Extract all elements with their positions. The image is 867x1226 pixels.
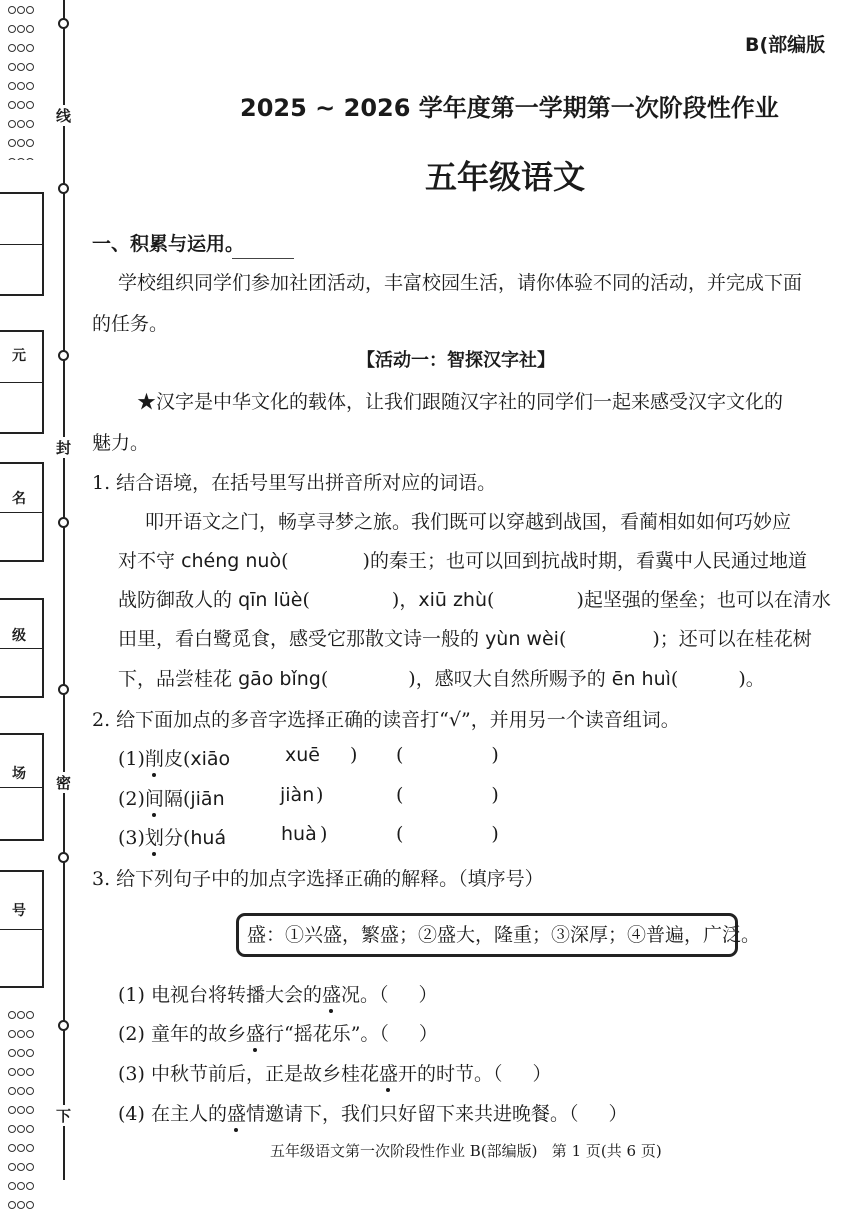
passage-text: 的秦王；也可以回到抗战时期，看冀中人民通过地道 bbox=[369, 550, 807, 572]
binding-circle bbox=[58, 350, 69, 361]
pinyin: qīn lüè bbox=[238, 589, 303, 611]
passage-text: 。 bbox=[745, 668, 765, 690]
dotted-char: 间 bbox=[145, 784, 164, 811]
info-field-label: 级 bbox=[12, 628, 26, 644]
pinyin: ēn huì bbox=[611, 668, 671, 690]
polyphone-item: (1)削皮(xiāo bbox=[118, 744, 230, 771]
binding-circle bbox=[58, 517, 69, 528]
answer-blank[interactable]: ( ) bbox=[396, 784, 499, 806]
polyphone-item: (3)划分(huá bbox=[118, 823, 226, 850]
passage-text: 对不守 bbox=[118, 550, 176, 572]
pinyin: yùn wèi bbox=[485, 628, 559, 650]
passage-text: 起坚强的堡垒；也可以在清水 bbox=[583, 589, 831, 611]
binding-circle bbox=[58, 1020, 69, 1031]
pinyin-option[interactable]: jiān bbox=[190, 788, 225, 810]
question-3-stem: 3. 给下列句子中的加点字选择正确的解释。（填序号） bbox=[92, 868, 544, 890]
activity-intro-line: ★汉字是中华文化的载体，让我们跟随汉字社的同学们一起来感受汉字文化的 bbox=[137, 391, 784, 413]
binding-rings-top bbox=[8, 0, 36, 160]
binding-mark-xian: 线 bbox=[56, 107, 72, 125]
passage-text: 田里，看白鹭觅食，感受它那散文诗一般的 bbox=[118, 628, 480, 650]
paper-title: 2025 ~ 2026 学年度第一学期第一次阶段性作业 bbox=[240, 94, 779, 122]
dotted-char: 盛 bbox=[379, 1059, 398, 1086]
question-1-stem: 1. 结合语境，在括号里写出拼音所对应的词语。 bbox=[92, 472, 497, 494]
dotted-char: 削 bbox=[145, 744, 164, 771]
info-field-box[interactable] bbox=[0, 870, 44, 988]
binding-mark-feng: 封 bbox=[56, 439, 72, 457]
pinyin: chéng nuò bbox=[181, 550, 282, 572]
dotted-char: 盛 bbox=[322, 980, 341, 1007]
info-field-label: 号 bbox=[12, 903, 26, 919]
pinyin: xiū zhù bbox=[418, 589, 488, 611]
dotted-char: 盛 bbox=[227, 1099, 246, 1126]
binding-circle bbox=[58, 18, 69, 29]
dotted-char: 盛 bbox=[246, 1019, 265, 1046]
meaning-item: (4) 在主人的盛情邀请下，我们只好留下来共进晚餐。（ ） bbox=[118, 1099, 628, 1126]
answer-blank[interactable]: ( ) bbox=[396, 823, 499, 845]
dotted-char: 划 bbox=[145, 823, 164, 850]
answer-blank[interactable]: ( ) bbox=[396, 744, 499, 766]
pinyin-option[interactable]: xuē bbox=[285, 744, 320, 766]
info-field-label: 元 bbox=[12, 348, 26, 364]
binding-circle bbox=[58, 183, 69, 194]
page-footer: 五年级语文第一次阶段性作业 B(部编版) 第 1 页(共 6 页) bbox=[270, 1142, 662, 1160]
binding-circle bbox=[58, 684, 69, 695]
question-1-passage-line bbox=[118, 546, 807, 573]
meaning-item: (2) 童年的故乡盛行“摇花乐”。（ ） bbox=[118, 1019, 438, 1046]
activity-intro-line: 魅力。 bbox=[92, 432, 150, 454]
passage-text: 下，品尝桂花 bbox=[118, 668, 233, 690]
activity-title: 【活动一：智探汉字社】 bbox=[357, 350, 555, 371]
pinyin: gāo bǐng bbox=[238, 668, 321, 690]
passage-text: ， bbox=[399, 589, 419, 611]
pinyin-option[interactable]: xiāo bbox=[190, 748, 231, 770]
section-heading: 一、积累与运用。 bbox=[92, 233, 245, 255]
meaning-item: (3) 中秋节前后，正是故乡桂花盛开的时节。（ ） bbox=[118, 1059, 552, 1086]
polyphone-close-paren: ) bbox=[320, 823, 328, 845]
answer-blank[interactable]: ( ) bbox=[558, 628, 660, 650]
question-2-stem: 2. 给下面加点的多音字选择正确的读音打“√”，并用另一个读音组词。 bbox=[92, 709, 680, 731]
meaning-item: (1) 电视台将转播大会的盛况。（ ） bbox=[118, 980, 438, 1007]
info-field-box[interactable] bbox=[0, 462, 44, 562]
binding-line bbox=[63, 0, 65, 1180]
definition-box: 盛：①兴盛，繁盛；②盛大，隆重；③深厚；④普遍，广泛。 bbox=[236, 913, 738, 957]
intro-text-line: 学校组织同学们参加社团活动，丰富校园生活，请你体验不同的活动，并完成下面 bbox=[118, 272, 803, 294]
binding-rings-bottom bbox=[8, 1005, 36, 1220]
edition-label: B(部编版 bbox=[745, 34, 826, 56]
answer-blank[interactable]: ( ) bbox=[670, 668, 746, 690]
info-field-box[interactable] bbox=[0, 192, 44, 296]
info-field-label: 名 bbox=[12, 491, 26, 507]
pinyin-option[interactable]: jiàn bbox=[280, 784, 315, 806]
answer-blank[interactable]: ( ) bbox=[320, 668, 416, 690]
question-1-passage-line bbox=[118, 585, 831, 612]
passage-text: 战防御敌人的 bbox=[118, 589, 233, 611]
polyphone-close-paren: ) bbox=[316, 784, 324, 806]
passage-text: ，感叹大自然所赐予的 bbox=[415, 668, 606, 690]
passage-text: ；还可以在桂花树 bbox=[659, 628, 812, 650]
binding-mark-xia: 下 bbox=[56, 1107, 72, 1125]
pinyin-option[interactable]: huá bbox=[190, 827, 227, 849]
polyphone-item: (2)间隔(jiān bbox=[118, 784, 225, 811]
answer-blank[interactable]: ( ) bbox=[487, 589, 584, 611]
pinyin-option[interactable]: huà bbox=[281, 823, 317, 845]
polyphone-close-paren: ) bbox=[350, 744, 358, 766]
info-field-label: 场 bbox=[12, 766, 26, 782]
answer-blank[interactable]: ( ) bbox=[302, 589, 400, 611]
info-field-box[interactable] bbox=[0, 598, 44, 698]
question-1-passage-line bbox=[118, 664, 765, 691]
subject-title: 五年级语文 bbox=[425, 158, 586, 196]
answer-blank[interactable]: ( ) bbox=[281, 550, 370, 572]
binding-mark-mi: 密 bbox=[56, 774, 72, 792]
heading-underline bbox=[232, 258, 294, 259]
question-1-passage-line: 叩开语文之门，畅享寻梦之旅。我们既可以穿越到战国，看蔺相如如何巧妙应 bbox=[145, 511, 792, 533]
intro-text-line: 的任务。 bbox=[92, 313, 169, 335]
info-field-box[interactable] bbox=[0, 733, 44, 841]
binding-circle bbox=[58, 852, 69, 863]
question-1-passage-line bbox=[118, 624, 812, 651]
